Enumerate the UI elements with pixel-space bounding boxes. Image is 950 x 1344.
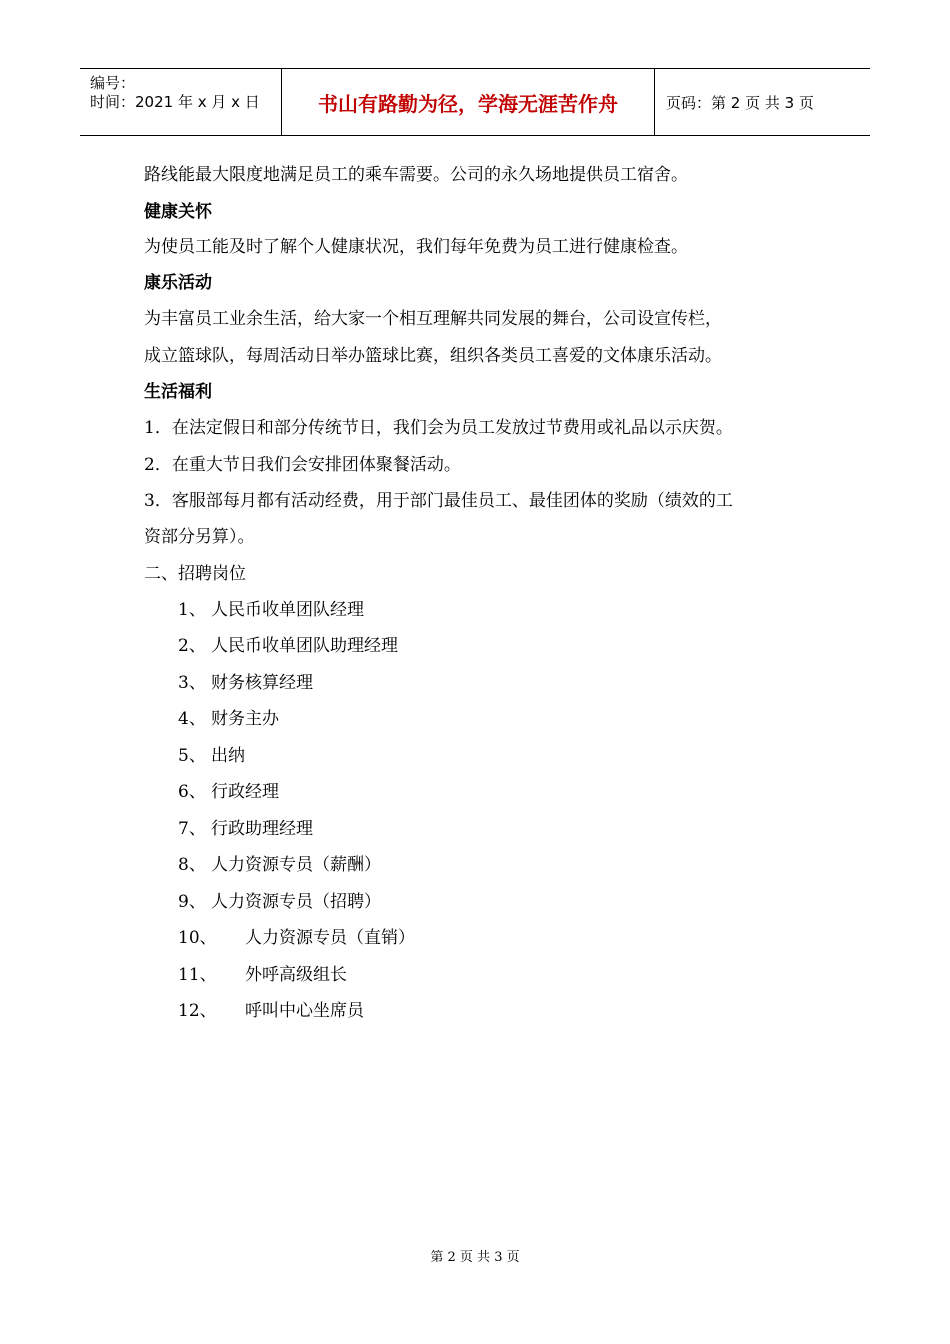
job-number: 2、: [178, 636, 206, 656]
header-motto-cell: [282, 69, 655, 135]
job-number: 3、: [178, 673, 206, 693]
job-number: 10、: [178, 928, 217, 948]
job-title: 财务核算经理: [211, 673, 313, 693]
number-label: 编号：: [90, 74, 136, 92]
job-title: 呼叫中心坐席员: [245, 1001, 364, 1021]
welfare-item-3-line1: 3．客服部每月都有活动经费，用于部门最佳员工、最佳团体的奖励（绩效的工: [144, 491, 733, 511]
job-title: 行政助理经理: [211, 819, 313, 839]
job-number: 4、: [178, 709, 206, 729]
job-title: 人力资源专员（直销）: [245, 928, 415, 948]
heading-recreation: 康乐活动: [144, 273, 212, 293]
job-number: 7、: [178, 819, 206, 839]
welfare-item-2: 2．在重大节日我们会安排团体聚餐活动。: [144, 455, 461, 475]
paragraph-health: 为使员工能及时了解个人健康状况，我们每年免费为员工进行健康检查。: [144, 237, 688, 257]
job-title: 财务主办: [211, 709, 279, 729]
header-page-cell: [656, 69, 870, 135]
header-meta-cell: [80, 69, 282, 135]
heading-welfare: 生活福利: [144, 382, 212, 402]
job-title: 人民币收单团队经理: [211, 600, 364, 620]
welfare-item-3-line2: 资部分另算）。: [144, 527, 255, 547]
paragraph-recreation-line1: 为丰富员工业余生活，给大家一个相互理解共同发展的舞台，公司设宣传栏，: [144, 309, 722, 329]
job-title: 行政经理: [211, 782, 279, 802]
job-number: 6、: [178, 782, 206, 802]
document-header: [80, 68, 870, 136]
job-title: 人力资源专员（招聘）: [211, 892, 381, 912]
welfare-item-1: 1．在法定假日和部分传统节日，我们会为员工发放过节费用或礼品以示庆贺。: [144, 418, 733, 438]
paragraph-recreation-line2: 成立篮球队，每周活动日举办篮球比赛，组织各类员工喜爱的文体康乐活动。: [144, 346, 722, 366]
date-line: 时间：2021 年 x 月 x 日: [90, 93, 260, 111]
heading-health: 健康关怀: [144, 202, 212, 222]
job-number: 5、: [178, 746, 206, 766]
job-title: 出纳: [211, 746, 245, 766]
header-page-info: 页码：第 2 页 共 3 页: [666, 93, 814, 112]
job-number: 9、: [178, 892, 206, 912]
job-number: 1、: [178, 600, 206, 620]
job-title: 人民币收单团队助理经理: [211, 636, 398, 656]
motto-text: 书山有路勤为径，学海无涯苦作舟: [318, 91, 618, 116]
page-footer: 第 2 页 共 3 页: [430, 1250, 520, 1265]
job-title: 外呼高级组长: [245, 965, 347, 985]
job-title: 人力资源专员（薪酬）: [211, 855, 381, 875]
heading-recruitment: 二、招聘岗位: [144, 564, 246, 584]
job-number: 11、: [178, 965, 217, 985]
job-number: 8、: [178, 855, 206, 875]
paragraph-transport: 路线能最大限度地满足员工的乘车需要。公司的永久场地提供员工宿舍。: [144, 165, 688, 185]
job-number: 12、: [178, 1001, 217, 1021]
